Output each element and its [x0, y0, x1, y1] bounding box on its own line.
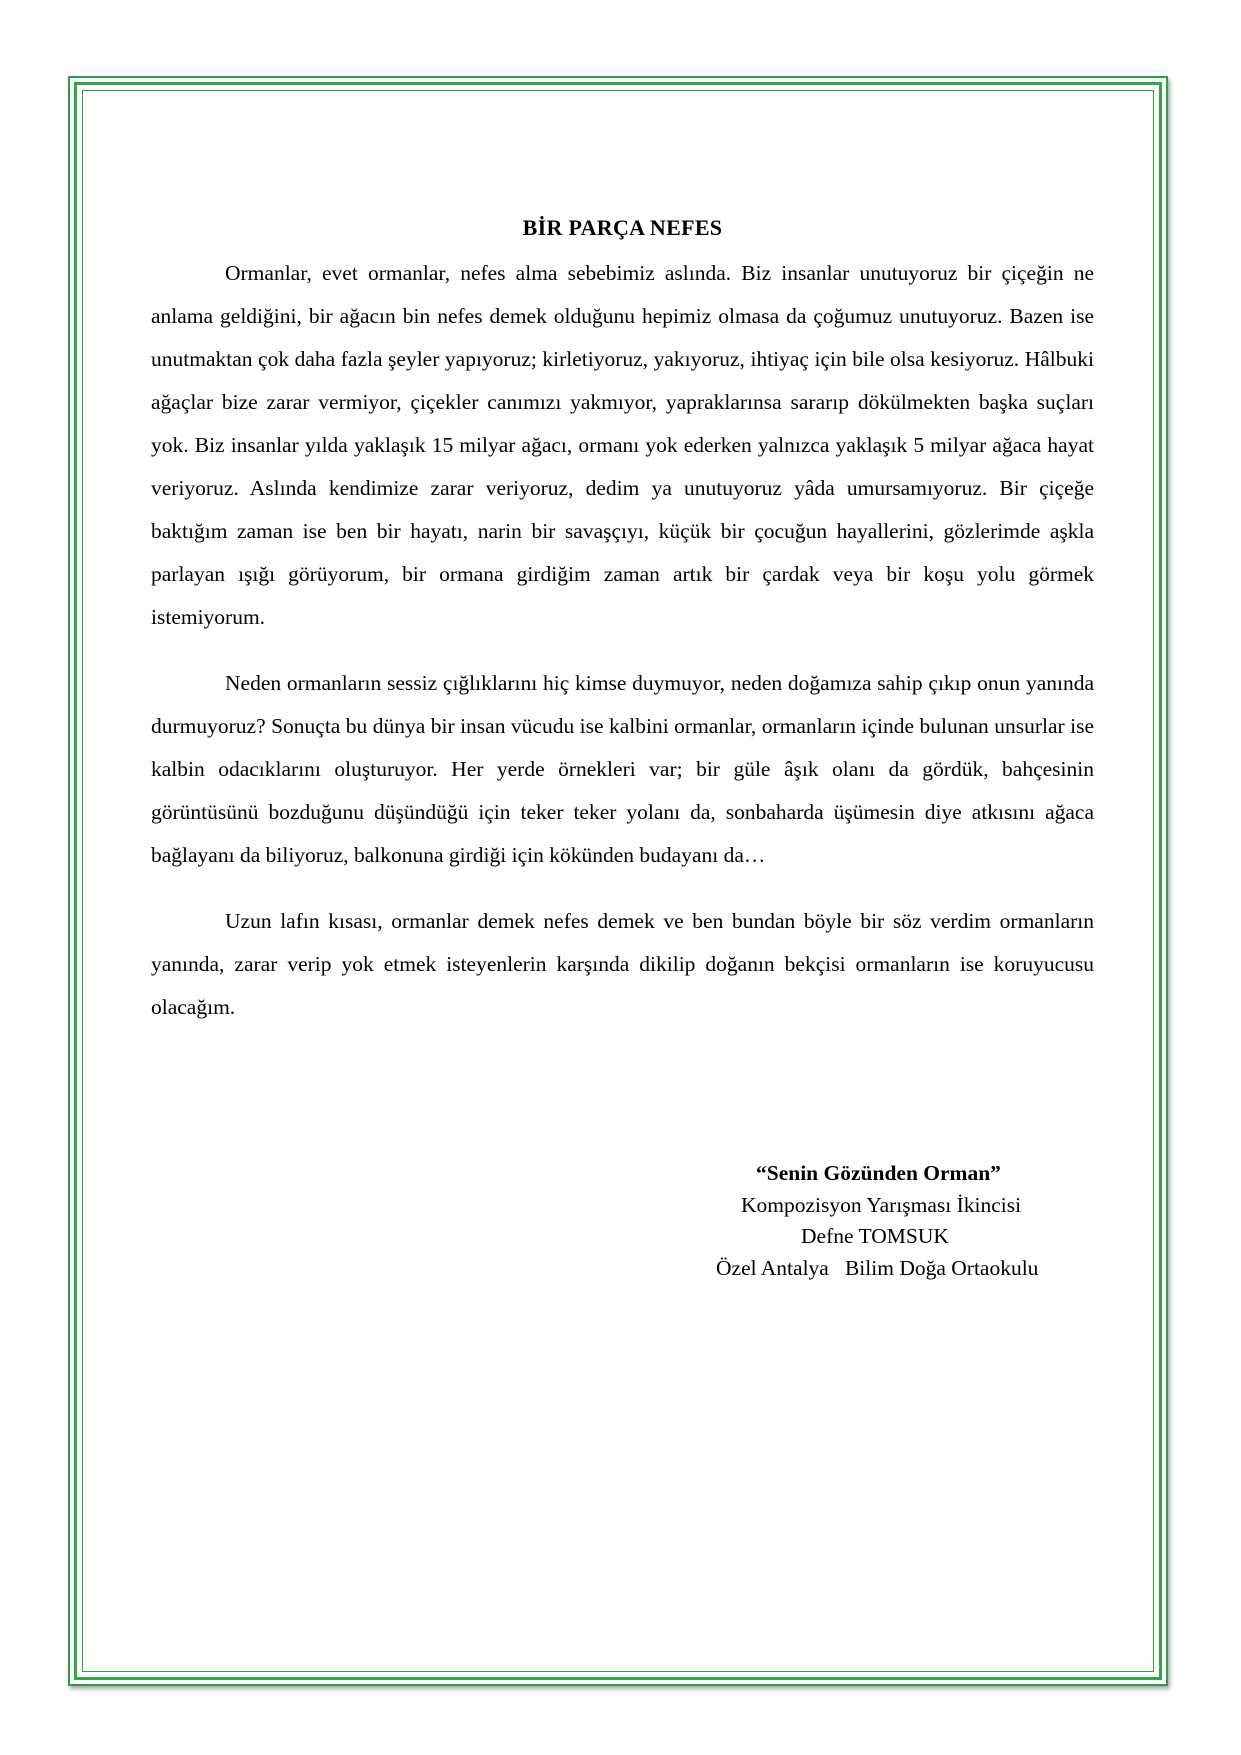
author-name: Defne TOMSUK: [801, 1224, 949, 1248]
essay-paragraph-2: Neden ormanların sessiz çığlıklarını hiç kimse duymuyor, neden doğamıza sahip çıkıp onun yanında durmuyoruz? Sonuçta bu dünya bir insan vücudu ise kalbini ormanlar, ormanların içinde bulunan unsurlar ise kalbin odacıklarını oluşturuyor. Her yerde örnekleri var; bir güle âşık olanı da gördük, bahçesinin görüntüsünü bozduğunu düşündüğü için teker teker yolanı da, sonbaharda üşümesin diye atkısını ağaca bağlayanı da biliyoruz, balkonuna girdiği için kökünden budayanı da…: [151, 671, 1094, 867]
essay-paragraph-3: Uzun lafın kısası, ormanlar demek nefes demek ve ben bundan böyle bir söz verdim ormanların yanında, zarar verip yok etmek isteyenlerin karşında dikilip doğanın bekçisi ormanların ise koruyucusu olacağım.: [151, 909, 1094, 1019]
signature-block: [700, 1158, 1100, 1284]
competition-name: “Senin Gözünden Orman”: [756, 1161, 1001, 1185]
essay-title: BİR PARÇA NEFES: [522, 215, 723, 240]
school-name: Özel Antalya Bilim Doğa Ortaokulu: [716, 1255, 1039, 1280]
essay-paragraph-1: Ormanlar, evet ormanlar, nefes alma sebebimiz aslında. Biz insanlar unutuyoruz bir çiçeğin ne anlama geldiğini, bir ağacın bin nefes demek olduğunu hepimiz olmasa da çoğumuz unutuyoruz. Bazen ise unutmaktan çok daha fazla şeyler yapıyoruz; kirletiyoruz, yakıyoruz, ihtiyaç için bile olsa kesiyoruz. Hâlbuki ağaçlar bize zarar vermiyor, çiçekler canımızı yakmıyor, yapraklarınsa sararıp dökülmekten başka suçları yok. Biz insanlar yılda yaklaşık 15 milyar ağacı, ormanı yok ederken yalnızca yaklaşık 5 milyar ağaca hayat veriyoruz. Aslında kendimize zarar veriyoruz, dedim ya unutuyoruz yâda umursamıyoruz. Bir çiçeğe baktığım zaman ise ben bir hayatı, narin bir savaşçıyı, küçük bir çocuğun hayallerini, gözlerimde aşkla parlayan ışığı görüyorum, bir ormana girdiğim zaman artık bir çardak veya bir koşu yolu görmek istemiyorum.: [151, 261, 1094, 629]
award-line: Kompozisyon Yarışması İkincisi: [741, 1192, 1022, 1217]
essay-body: [151, 212, 1094, 1052]
